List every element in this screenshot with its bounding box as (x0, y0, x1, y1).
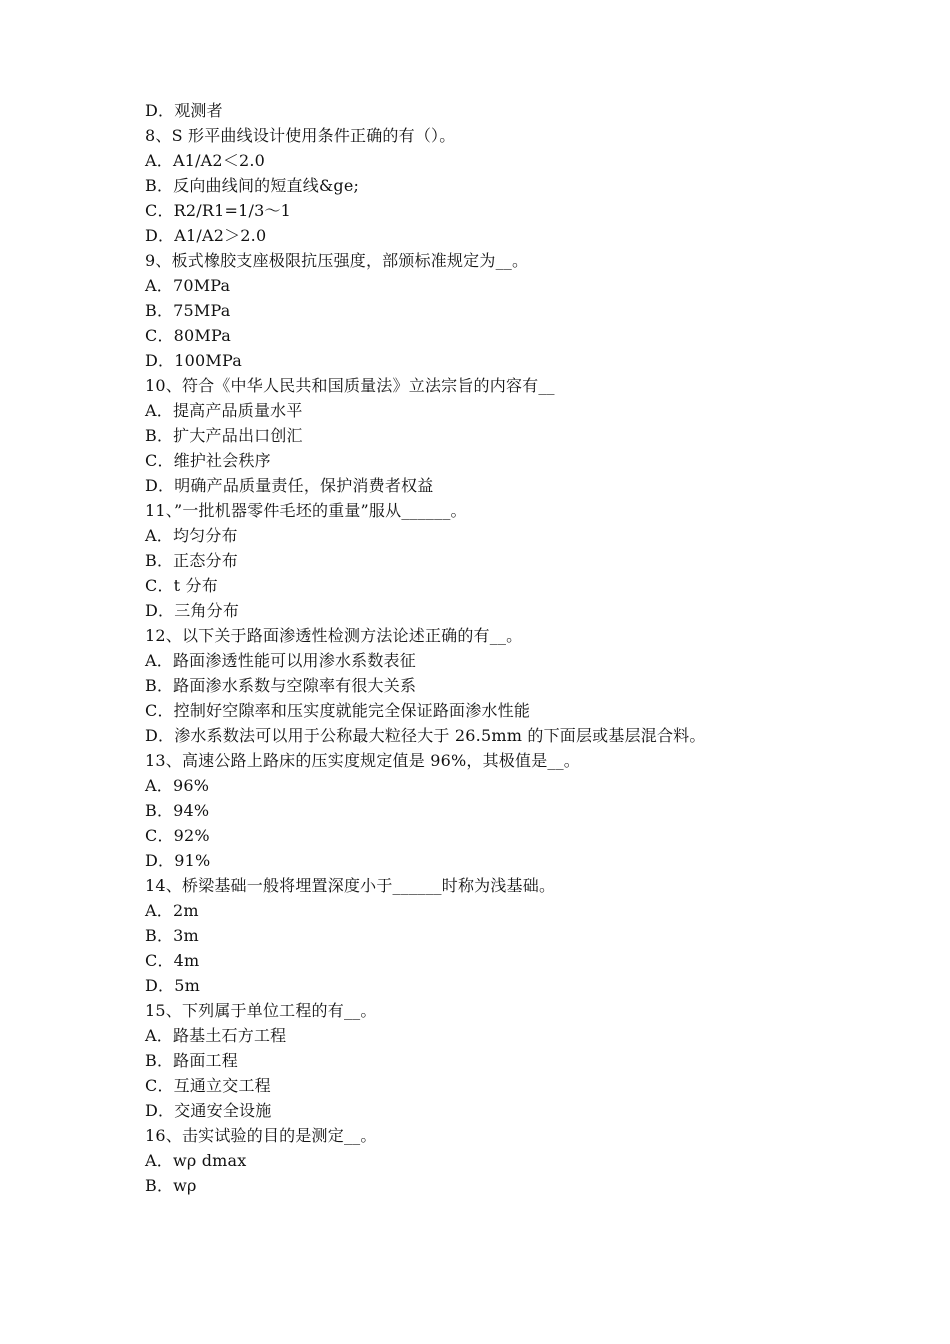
option-line: A．wρ dmax (145, 1151, 247, 1170)
option-line: B．反向曲线间的短直线&ge; (145, 176, 360, 195)
option-line: A．70MPa (145, 276, 231, 295)
option-line: A．均匀分布 (145, 526, 238, 545)
option-line: D．5m (145, 976, 200, 995)
option-line: B．75MPa (145, 301, 231, 320)
option-line: D．A1/A2＞2.0 (145, 226, 267, 245)
option-line: C．80MPa (145, 326, 231, 345)
option-line: C．t 分布 (145, 576, 218, 595)
option-line: A．提高产品质量水平 (145, 401, 303, 420)
option-line: D．观测者 (145, 101, 223, 120)
option-line: B．3m (145, 926, 199, 945)
option-line: B．扩大产品出口创汇 (145, 426, 303, 445)
option-line: B．wρ (145, 1176, 197, 1195)
question-12: 12、以下关于路面渗透性检测方法论述正确的有__。 (145, 626, 523, 645)
option-line: A．路面渗透性能可以用渗水系数表征 (145, 651, 416, 670)
option-line: B．路面工程 (145, 1051, 238, 1070)
option-line: A．路基土石方工程 (145, 1026, 287, 1045)
option-line: D．91% (145, 851, 211, 870)
question-14: 14、桥梁基础一般将埋置深度小于______时称为浅基础。 (145, 876, 556, 895)
question-13: 13、高速公路上路床的压实度规定值是 96%，其极值是__。 (145, 751, 581, 770)
document-body (145, 98, 915, 1198)
option-line: C．互通立交工程 (145, 1076, 271, 1095)
option-line: C．92% (145, 826, 210, 845)
option-line: A．96% (145, 776, 210, 795)
question-16: 16、击实试验的目的是测定__。 (145, 1126, 377, 1145)
option-line: C．R2/R1=1/3～1 (145, 201, 292, 220)
option-line: B．路面渗水系数与空隙率有很大关系 (145, 676, 417, 695)
option-line: B．94% (145, 801, 210, 820)
option-line: A．2m (145, 901, 199, 920)
option-line: D．100MPa (145, 351, 242, 370)
question-10: 10、符合《中华人民共和国质量法》立法宗旨的内容有__ (145, 376, 555, 395)
option-line: D．明确产品质量责任，保护消费者权益 (145, 476, 434, 495)
question-8: 8、S 形平曲线设计使用条件正确的有（）。 (145, 126, 456, 145)
option-line: C．维护社会秩序 (145, 451, 271, 470)
option-line: D．渗水系数法可以用于公称最大粒径大于 26.5mm 的下面层或基层混合料。 (145, 726, 706, 745)
option-line: D．交通安全设施 (145, 1101, 272, 1120)
question-9: 9、板式橡胶支座极限抗压强度，部颁标准规定为__。 (145, 251, 529, 270)
option-line: D．三角分布 (145, 601, 240, 620)
question-11: 11、”一批机器零件毛坯的重量”服从______。 (145, 501, 467, 520)
option-line: C．控制好空隙率和压实度就能完全保证路面渗水性能 (145, 701, 531, 720)
question-15: 15、下列属于单位工程的有__。 (145, 1001, 377, 1020)
option-line: B．正态分布 (145, 551, 238, 570)
option-line: A．A1/A2＜2.0 (145, 151, 266, 170)
option-line: C．4m (145, 951, 200, 970)
